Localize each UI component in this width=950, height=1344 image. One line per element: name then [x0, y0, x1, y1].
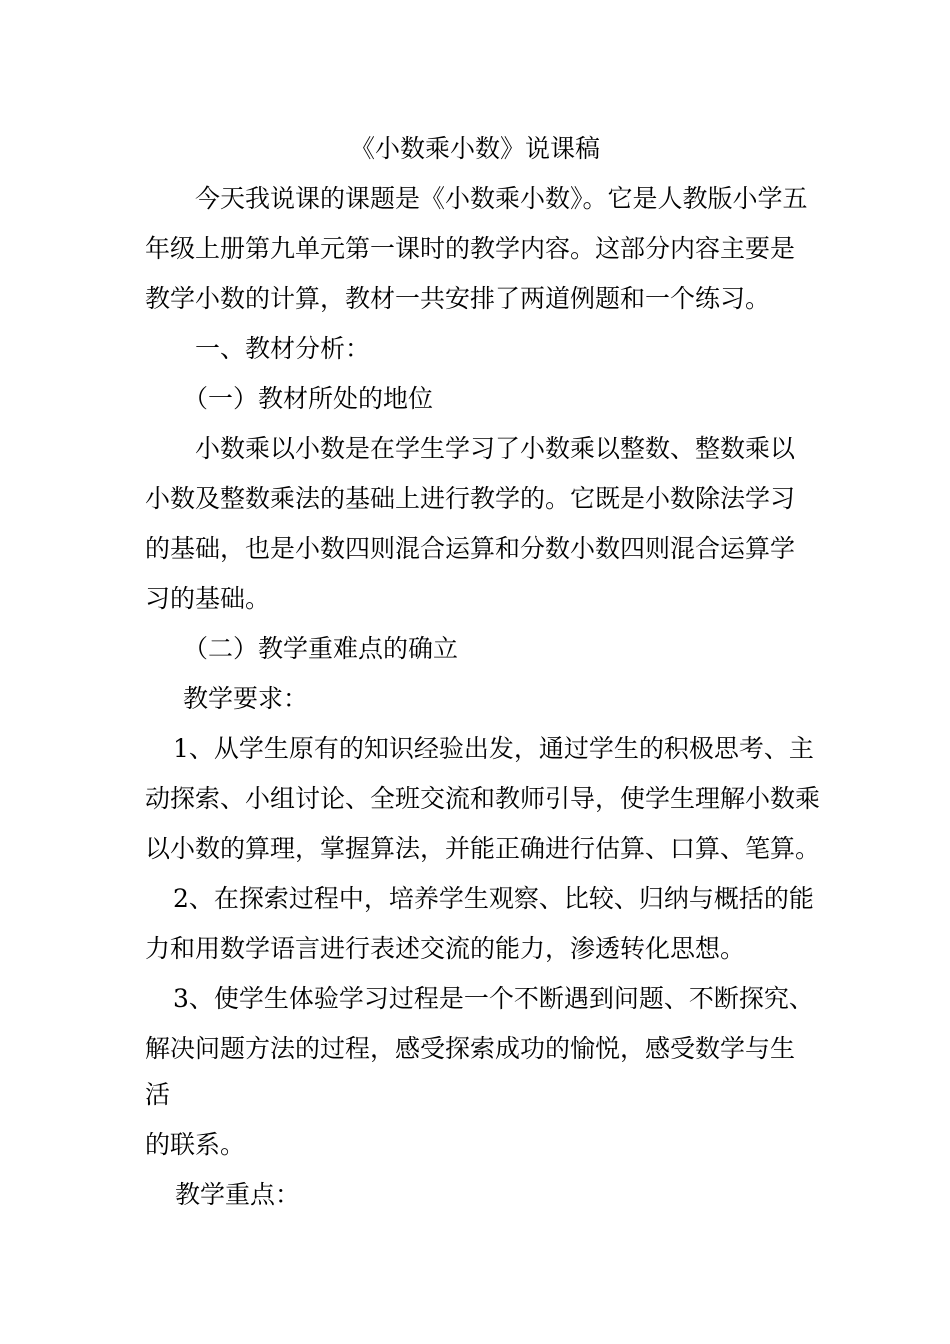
- subsection-heading: （一）教材所处的地位: [183, 384, 434, 413]
- paragraph-line: 年级上册第九单元第一课时的教学内容。这部分内容主要是: [145, 234, 796, 263]
- list-item: 3、使学生体验学习过程是一个不断遇到问题、不断探究、: [173, 984, 814, 1013]
- paragraph-line: 以小数的算理，掌握算法，并能正确进行估算、口算、笔算。: [145, 834, 821, 863]
- label-line: 教学重点：: [175, 1180, 301, 1209]
- paragraph-line: 教学小数的计算，教材一共安排了两道例题和一个练习。: [145, 284, 771, 313]
- document-title: 《小数乘小数》说课稿: [349, 134, 600, 163]
- paragraph-line: 动探索、小组讨论、全班交流和教师引导，使学生理解小数乘: [145, 784, 821, 813]
- section-heading: 一、教材分析：: [195, 334, 371, 363]
- paragraph-line: 活: [145, 1080, 171, 1109]
- paragraph-line: 力和用数学语言进行表述交流的能力，渗透转化思想。: [145, 934, 746, 963]
- paragraph-line: 的联系。: [145, 1130, 246, 1159]
- paragraph-line: 今天我说课的课题是《小数乘小数》。它是人教版小学五: [195, 184, 808, 213]
- paragraph-line: 小数乘以小数是在学生学习了小数乘以整数、整数乘以: [195, 434, 796, 463]
- list-item: 2、在探索过程中，培养学生观察、比较、归纳与概括的能: [173, 884, 814, 913]
- subsection-heading: （二）教学重难点的确立: [183, 634, 459, 663]
- list-item: 1、从学生原有的知识经验出发，通过学生的积极思考、主: [173, 734, 814, 763]
- paragraph-line: 解决问题方法的过程，感受探索成功的愉悦，感受数学与生: [145, 1034, 796, 1063]
- label-line: 教学要求：: [183, 684, 309, 713]
- paragraph-line: 的基础，也是小数四则混合运算和分数小数四则混合运算学: [145, 534, 796, 563]
- paragraph-line: 小数及整数乘法的基础上进行教学的。它既是小数除法学习: [145, 484, 796, 513]
- paragraph-line: 习的基础。: [145, 584, 271, 613]
